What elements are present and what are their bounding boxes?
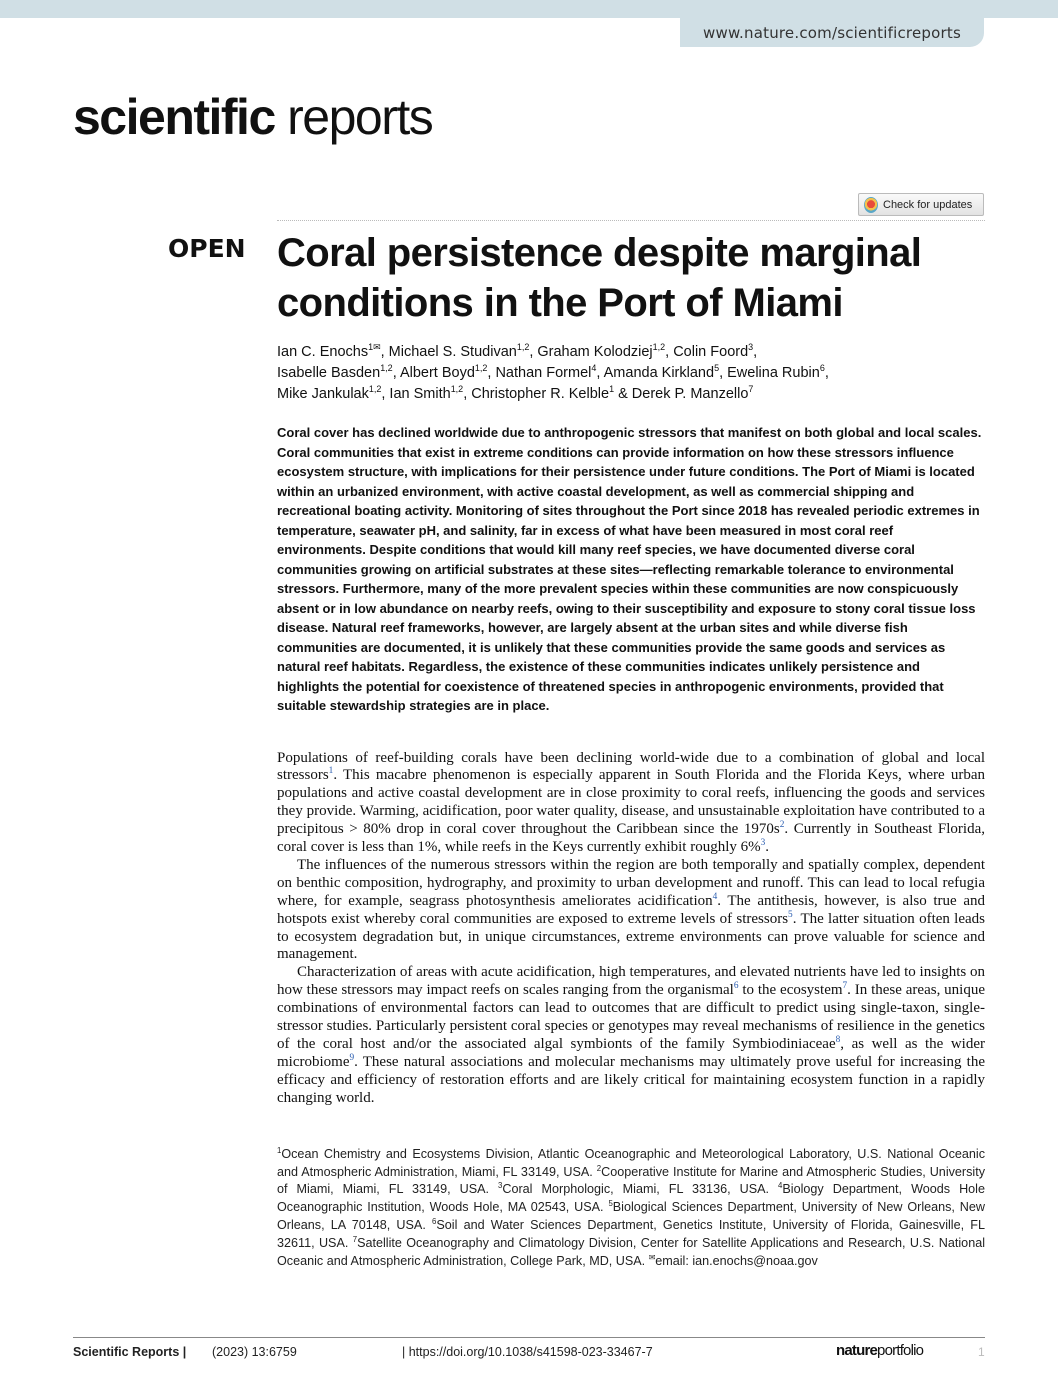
- affiliations: [277, 1146, 985, 1271]
- superscript: 1,2: [652, 342, 666, 353]
- superscript: 5: [714, 363, 720, 374]
- text-run: , Michael S. Studivan: [380, 344, 517, 360]
- text-run: . The antithesis, however, is also true and hotspots exist whereby coral communities are exposed to extreme levels of stressors: [277, 892, 985, 927]
- logo-bold: scientific: [73, 89, 275, 145]
- superscript: 3: [498, 1181, 503, 1191]
- text-run: , Nathan Formel: [487, 365, 592, 381]
- text-run: ,: [753, 344, 758, 360]
- reference-link[interactable]: 4: [712, 891, 718, 902]
- body-paragraph: [277, 750, 985, 857]
- reference-link[interactable]: 8: [835, 1035, 841, 1045]
- nature-portfolio-logo: [836, 1342, 923, 1359]
- superscript: 6: [819, 363, 825, 374]
- author-list: [277, 342, 985, 405]
- text-run: to the ecosystem: [738, 982, 843, 999]
- text-run: Biological Sciences Department, University of New Orleans, New Orleans, LA 70148, USA.: [277, 1200, 985, 1233]
- text-run: Ocean Chemistry and Ecosystems Division, Atlantic Oceanographic and Meteorological Laboratory, U.S. National Oceanic and Atmospheric Administration, Miami, FL 33149, USA.: [277, 1146, 985, 1179]
- text-run: , Graham Kolodziej: [529, 344, 653, 360]
- superscript: 1: [277, 1145, 282, 1155]
- text-run: . The latter situation often leads to ecosystem degradation but, in unique circumstances, extreme environments can prove valuable for science and management.: [277, 910, 985, 963]
- superscript: 1,2: [380, 363, 393, 374]
- superscript: 4: [591, 363, 597, 374]
- article-column: [277, 228, 985, 1271]
- text-run: Mike Jankulak: [277, 386, 369, 402]
- text-run: Satellite Oceanography and Climatology Division, Center for Satellite Applications and Research, U.S. National Oceanic and Atmospheric Administration, College Park, MD, USA.: [277, 1236, 985, 1269]
- text-run: Coral Morphologic, Miami, FL 33136, USA.: [502, 1182, 779, 1197]
- text-run: , Amanda Kirkland: [596, 365, 715, 381]
- superscript: 1: [609, 384, 615, 395]
- superscript: ✉: [648, 1252, 656, 1262]
- reference-link[interactable]: 6: [733, 981, 739, 992]
- text-run: Characterization of areas with acute acidification, high temperatures, and elevated nutrients have led to insights on how these stressors may impact reefs on scales ranging from the organismal: [277, 964, 985, 999]
- check-updates-label: Check for updates: [883, 198, 973, 211]
- text-run: . These natural associations and molecular mechanisms may ultimately prove useful for increasing the efficacy and efficiency of restoration efforts and are likely critical for maintaining ecosystem function in a rapidly changing world.: [277, 1053, 985, 1106]
- crossmark-icon: [864, 197, 878, 213]
- text-run: . This macabre phenomenon is especially apparent in South Florida and the Florida Keys, where urban populations and active coastal development are in close proximity to coral reefs, influencing the goods and services they provide. Warming, acidification, poor water quality, disease, and unsustainable exploitation have contributed to a precipitous > 80% drop in coral cover throughout the Caribbean since the 1970s: [277, 767, 985, 838]
- superscript: 7: [352, 1234, 358, 1244]
- np-light: portfolio: [877, 1342, 924, 1359]
- text-run: , Christopher R. Kelble: [463, 386, 610, 402]
- superscript: 7: [748, 384, 754, 395]
- reference-link[interactable]: 9: [349, 1052, 355, 1063]
- text-run: Biology Department, Woods Hole Oceanographic Institution, Woods Hole, MA 02543, USA.: [277, 1182, 985, 1215]
- footer-volume: (2023) 13:6759: [212, 1345, 297, 1359]
- text-run: , Albert Boyd: [392, 365, 475, 381]
- superscript: 6: [432, 1217, 437, 1227]
- superscript: 1,2: [368, 384, 382, 395]
- text-run: , as well as the wider microbiome: [277, 1036, 985, 1070]
- abstract: Coral cover has declined worldwide due to anthropogenic stressors that manifest on both global and local scales. Coral communities that exist in extreme conditions can provide information on how these stressors influence ecosystem structure, with implications for their persistence under future conditions. The Port of Miami is located within an urbanized environment, with active coastal development, as well as commercial shipping and recreational boating activity. Monitoring of sites throughout the Port since 2018 has revealed periodic extremes in temperature, seawater pH, and salinity, far in excess of what have been measured in most coral reef environments. Despite conditions that would kill many reef species, we have documented diverse coral communities growing on artificial substrates at these sites—reflecting remarkable tolerance to environmental stressors. Furthermore, many of the more prevalent species within these communities are now conspicuously absent or in low abundance on nearby reefs, owing to their susceptibility and exposure to stony coral tissue loss disease. Natural reef frameworks, however, are largely absent at the urban sites and while diverse fish communities are documented, it is unlikely that these communities provide the same goods and services as natural reef habitats. Regardless, the existence of these communities indicates unlikely persistence and highlights the potential for coexistence of threatened species in anthropogenic environments, provided that suitable stewardship strategies are in place.: [277, 425, 982, 713]
- superscript: 1,2: [474, 363, 488, 374]
- page-number: 1: [978, 1345, 985, 1359]
- body-paragraph: [277, 857, 985, 964]
- text-run: Ian C. Enochs: [277, 344, 369, 360]
- superscript: 2: [596, 1163, 602, 1173]
- check-for-updates-button[interactable]: [858, 193, 984, 216]
- top-band: [0, 0, 1058, 18]
- superscript: 1,2: [516, 342, 530, 353]
- text-run: , Colin Foord: [665, 344, 749, 360]
- logo-light: reports: [274, 89, 433, 145]
- superscript: 5: [608, 1199, 613, 1209]
- journal-logo[interactable]: [73, 88, 432, 146]
- body-text: [277, 750, 985, 1108]
- text-run: The influences of the numerous stressors within the region are both temporally and spatially complex, dependent on benthic composition, hydrography, and proximity to urban development and runoff. This can lead to local refugia where, for example, seagrass photosynthesis ameliorates acidification: [277, 856, 985, 909]
- text-run: Isabelle Basden: [277, 365, 381, 381]
- superscript: 1✉: [368, 342, 381, 353]
- text-run: .: [765, 839, 770, 856]
- text-run: , Ian Smith: [381, 386, 451, 402]
- reference-link[interactable]: 1: [328, 766, 334, 777]
- journal-url[interactable]: www.nature.com/scientificreports: [680, 18, 984, 47]
- footer-journal: Scientific Reports |: [73, 1345, 187, 1359]
- text-run: . Currently in Southeast Florida, coral cover is less than 1%, while reefs in the Keys currently exhibit roughly 6%: [277, 821, 985, 856]
- superscript: 1,2: [450, 384, 464, 395]
- open-access-label: OPEN: [168, 234, 246, 263]
- text-run: . In these areas, unique combinations of environmental factors can lead to outcomes that are difficult to predict using single-taxon, single-stressor studies. Particularly persistent coral species or genotypes may reveal mechanisms of resilience in the genetics of the coral host and/or the associated algal symbionts of the family Symbiodiniaceae: [277, 982, 985, 1052]
- superscript: 3: [748, 342, 754, 353]
- text-run: Soil and Water Sciences Department, Genetics Institute, University of Florida, Gainesville, FL 32611, USA.: [277, 1218, 985, 1251]
- np-bold: nature: [836, 1342, 878, 1359]
- footer-divider: [73, 1337, 985, 1338]
- reference-link[interactable]: 5: [788, 909, 793, 920]
- reference-link[interactable]: 3: [760, 838, 766, 849]
- reference-link[interactable]: 7: [842, 981, 848, 992]
- footer-doi-link[interactable]: | https://doi.org/10.1038/s41598-023-33467-7: [402, 1345, 653, 1359]
- article-title: Coral persistence despite marginal conditions in the Port of Miami: [277, 231, 922, 325]
- body-paragraph: [277, 964, 985, 1107]
- text-run: ,: [824, 365, 829, 381]
- text-run: email: ian.enochs@noaa.gov: [655, 1254, 818, 1269]
- text-run: Cooperative Institute for Marine and Atmospheric Studies, University of Miami, Miami, FL 33149, USA.: [277, 1164, 985, 1197]
- text-run: & Derek P. Manzello: [614, 386, 749, 402]
- text-run: Populations of reef-building corals have been declining world-wide due to a combination of global and local stressors: [277, 749, 985, 784]
- superscript: 4: [778, 1181, 783, 1191]
- text-run: , Ewelina Rubin: [719, 365, 820, 381]
- divider: [277, 220, 985, 221]
- reference-link[interactable]: 2: [779, 820, 785, 831]
